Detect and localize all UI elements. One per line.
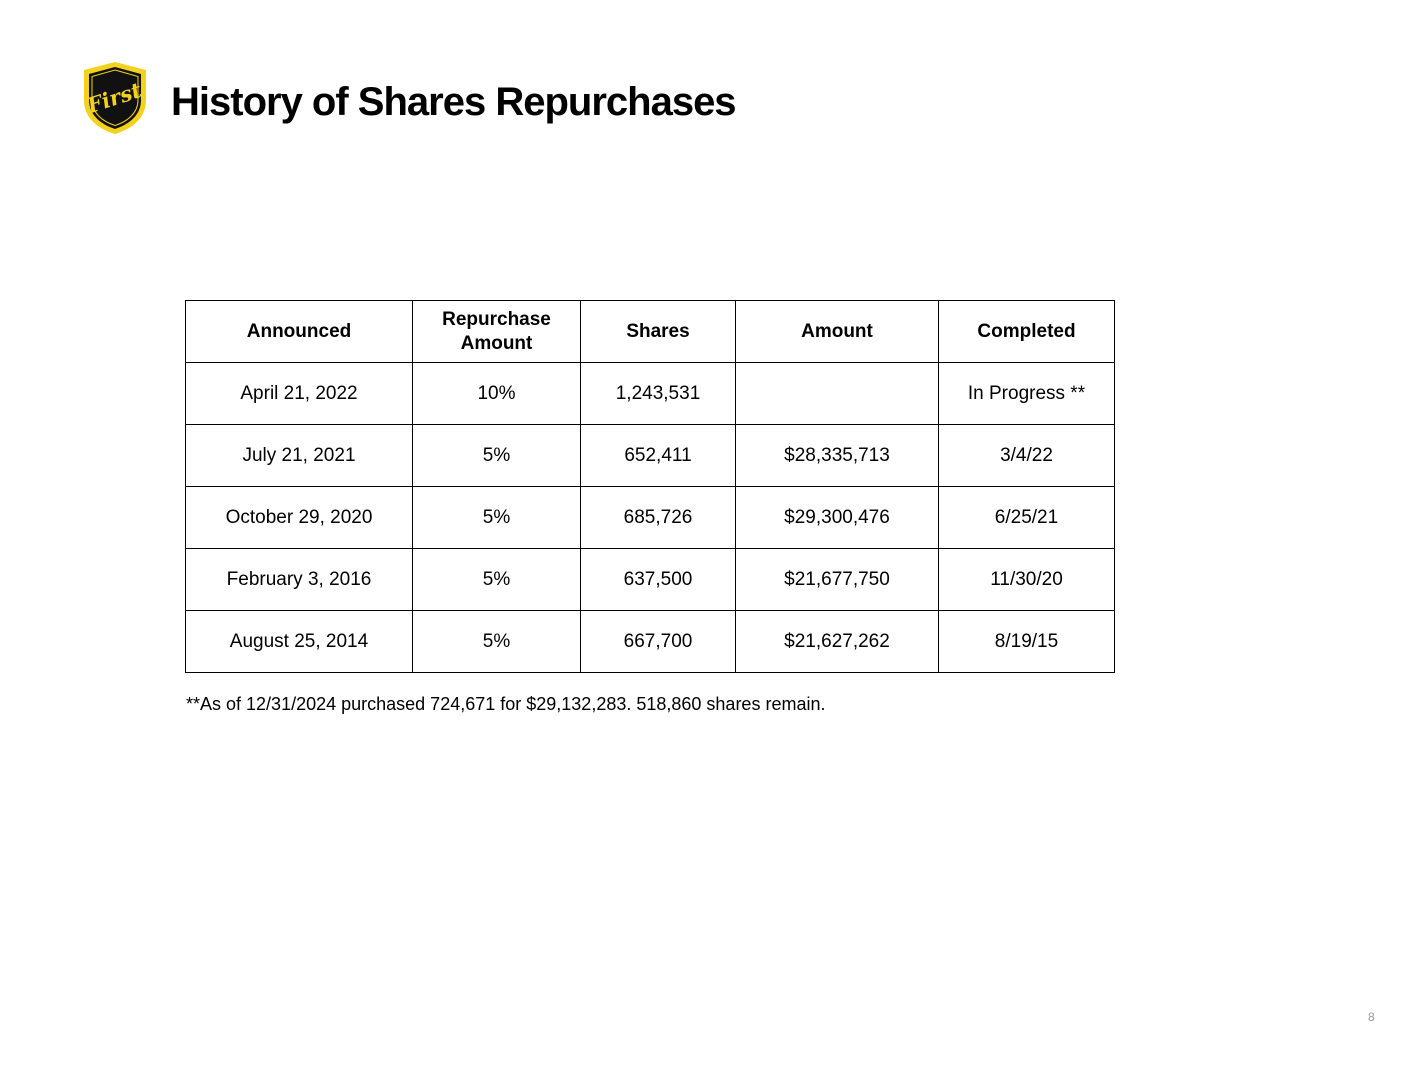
page-number: 8 bbox=[1368, 1010, 1375, 1024]
cell-amount: $28,335,713 bbox=[736, 425, 939, 487]
cell-amount: $21,627,262 bbox=[736, 611, 939, 673]
column-header-repurchase-amount-text: Repurchase Amount bbox=[442, 308, 551, 354]
cell-completed: 11/30/20 bbox=[939, 549, 1115, 611]
cell-shares: 667,700 bbox=[581, 611, 736, 673]
cell-completed: In Progress ** bbox=[939, 363, 1115, 425]
column-header-announced: Announced bbox=[186, 301, 413, 363]
cell-repurchase-amount: 5% bbox=[413, 425, 581, 487]
cell-announced: October 29, 2020 bbox=[186, 487, 413, 549]
repurchase-history-table bbox=[185, 300, 1115, 673]
column-header-shares: Shares bbox=[581, 301, 736, 363]
column-header-repurchase-amount bbox=[413, 301, 581, 363]
table-row bbox=[186, 611, 1115, 673]
cell-amount bbox=[736, 363, 939, 425]
shield-icon bbox=[80, 60, 150, 136]
page-title: History of Shares Repurchases bbox=[171, 80, 736, 124]
cell-shares: 1,243,531 bbox=[581, 363, 736, 425]
table-row bbox=[186, 425, 1115, 487]
cell-shares: 685,726 bbox=[581, 487, 736, 549]
cell-shares: 652,411 bbox=[581, 425, 736, 487]
footnote: **As of 12/31/2024 purchased 724,671 for $29,132,283. 518,860 shares remain. bbox=[186, 694, 826, 714]
cell-shares: 637,500 bbox=[581, 549, 736, 611]
cell-completed: 8/19/15 bbox=[939, 611, 1115, 673]
cell-repurchase-amount: 5% bbox=[413, 611, 581, 673]
logo-wordmark: First bbox=[83, 77, 145, 119]
table-header-row bbox=[186, 301, 1115, 363]
cell-completed: 6/25/21 bbox=[939, 487, 1115, 549]
cell-repurchase-amount: 5% bbox=[413, 549, 581, 611]
company-logo bbox=[80, 60, 150, 136]
cell-announced: July 21, 2021 bbox=[186, 425, 413, 487]
cell-amount: $21,677,750 bbox=[736, 549, 939, 611]
cell-announced: April 21, 2022 bbox=[186, 363, 413, 425]
table-row bbox=[186, 487, 1115, 549]
cell-completed: 3/4/22 bbox=[939, 425, 1115, 487]
cell-repurchase-amount: 10% bbox=[413, 363, 581, 425]
column-header-completed: Completed bbox=[939, 301, 1115, 363]
table-row bbox=[186, 549, 1115, 611]
cell-announced: February 3, 2016 bbox=[186, 549, 413, 611]
table-row bbox=[186, 363, 1115, 425]
cell-amount: $29,300,476 bbox=[736, 487, 939, 549]
cell-announced: August 25, 2014 bbox=[186, 611, 413, 673]
column-header-amount: Amount bbox=[736, 301, 939, 363]
cell-repurchase-amount: 5% bbox=[413, 487, 581, 549]
